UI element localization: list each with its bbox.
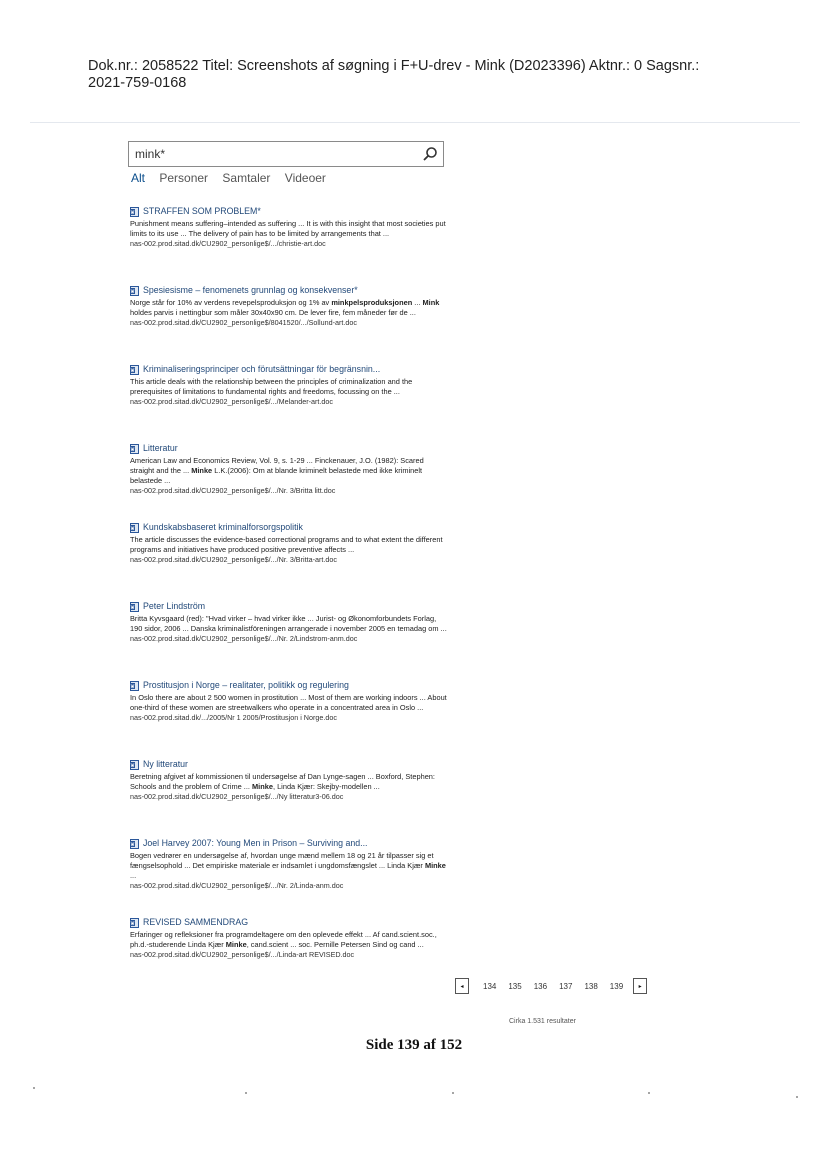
word-document-icon: [130, 602, 139, 612]
result-title-text: Kundskabsbaseret kriminalforsorgspolitik: [143, 522, 303, 532]
result-title-link[interactable]: [130, 601, 448, 612]
scan-speck: [648, 1092, 650, 1094]
page-link-135[interactable]: 135: [508, 981, 522, 991]
snippet-text: Punishment means suffering–intended as suffering ... It is with this insight that most societies put limits to its use ... The delivery of pain has to be limited by arrangements that ...: [130, 219, 446, 238]
result-title-text: STRAFFEN SOM PROBLEM*: [143, 206, 261, 216]
result-snippet: [130, 456, 448, 486]
word-document-icon: [130, 523, 139, 533]
snippet-text: L.K.(2006): Om at blande kriminelt belastede med ikke kriminelt belastede ...: [130, 466, 423, 485]
result-title-link[interactable]: [130, 443, 448, 454]
snippet-text: Norge står for 10% av verdens revepelsproduksjon og 1% av: [130, 298, 332, 307]
result-title-text: REVISED SAMMENDRAG: [143, 917, 249, 927]
snippet-text: , cand.scient ... soc. Pernille Petersen Sind og cand ...: [246, 940, 424, 949]
snippet-text: American Law and Economics Review, Vol. 9, s. 1-29 ... Finckenauer, J.O. (1982): Scared straight and the ...: [130, 456, 424, 475]
result-snippet: [130, 851, 448, 881]
snippet-text: The article discusses the evidence-based correctional programs and to what extent the different programs and initiatives have produced positive preventive affects ...: [130, 535, 443, 554]
previous-page-button[interactable]: ◂: [455, 978, 469, 994]
result-title-link[interactable]: [130, 917, 448, 928]
snippet-highlight: Mink: [422, 298, 440, 307]
result-url: nas-002.prod.sitad.dk/CU2902_personlige$/.../Nr. 2/Linda-anm.doc: [130, 881, 344, 890]
snippet-text: ...: [412, 298, 423, 307]
result-title-link[interactable]: [130, 206, 448, 217]
result-title-link[interactable]: [130, 759, 448, 770]
result-url: nas-002.prod.sitad.dk/CU2902_personlige$/.../Nr. 2/Lindstrom-anm.doc: [130, 634, 358, 643]
result-snippet: [130, 298, 448, 318]
result-url: nas-002.prod.sitad.dk/CU2902_personlige$/.../Nr. 3/Britta-art.doc: [130, 555, 337, 564]
page-number-footer: Side 139 af 152: [365, 1037, 463, 1053]
word-document-icon: [130, 918, 139, 928]
snippet-text: This article deals with the relationship between the principles of criminalization and the prerequisites of limitations to fundamental rights and freedoms, focussing on the ...: [130, 377, 413, 396]
snippet-text: Britta Kyvsgaard (red): "Hvad virker – hvad virker ikke ... Jurist- og Økonomforbundets Forlag, 190 sidor, 2006 ... Danska kriminalistföreningen arrangerade i november 2005 en temadag om ...: [130, 614, 447, 633]
search-icon[interactable]: [422, 146, 438, 162]
search-result: [130, 601, 448, 680]
divider: [30, 122, 800, 123]
tab-alt[interactable]: Alt: [131, 171, 146, 185]
result-count: Cirka 1.531 resultater: [509, 1018, 576, 1025]
result-snippet: [130, 772, 448, 792]
snippet-text: , Linda Kjær: Skejby-modellen ...: [272, 782, 380, 791]
search-result: [130, 680, 448, 759]
result-title-link[interactable]: [130, 364, 448, 375]
result-snippet: [130, 377, 448, 397]
snippet-highlight: Minke: [191, 466, 213, 475]
result-title-link[interactable]: [130, 522, 448, 533]
snippet-highlight: minkpelsproduksjonen: [331, 298, 413, 307]
snippet-text: Beretning afgivet af kommissionen til undersøgelse af Dan Lynge-sagen ... Boxford, Stephen: Schools and the problem of Crime ...: [130, 772, 435, 791]
result-snippet: [130, 614, 448, 634]
word-document-icon: [130, 207, 139, 217]
result-url: nas-002.prod.sitad.dk/CU2902_personlige$/8041520/.../Sollund-art.doc: [130, 318, 357, 327]
pagination: [455, 977, 647, 995]
snippet-highlight: Minke: [225, 940, 247, 949]
page-link-134[interactable]: 134: [483, 981, 497, 991]
header-line-2: 2021-759-0168: [88, 75, 187, 91]
result-url: nas-002.prod.sitad.dk/CU2902_personlige$/.../Linda-art REVISED.doc: [130, 950, 355, 959]
header-line-1: Dok.nr.: 2058522 Titel: Screenshots af søgning i F+U-drev - Mink (D2023396) Aktnr.: 0 Sagsnr.:: [88, 58, 700, 74]
result-title-text: Litteratur: [143, 443, 178, 453]
result-title-link[interactable]: [130, 680, 448, 691]
result-title-link[interactable]: [130, 838, 448, 849]
result-url: nas-002.prod.sitad.dk/CU2902_personlige$/.../christie-art.doc: [130, 239, 326, 248]
search-result: [130, 443, 448, 522]
next-page-button[interactable]: ▸: [633, 978, 647, 994]
scan-speck: [245, 1092, 247, 1094]
snippet-text: ...: [130, 871, 137, 880]
search-result: [130, 917, 448, 996]
snippet-text: holdes parvis i nettingbur som måler 30x40x90 cm. De lever fire, fem måneder før de ...: [130, 308, 416, 317]
search-result: [130, 759, 448, 838]
snippet-highlight: Minke: [424, 861, 446, 870]
result-snippet: [130, 219, 448, 239]
search-input[interactable]: mink*: [135, 147, 166, 161]
search-result: [130, 364, 448, 443]
search-results: [130, 206, 448, 996]
result-snippet: [130, 930, 448, 950]
result-title-text: Kriminaliseringsprinciper och förutsättningar för begränsnin...: [143, 364, 381, 374]
search-tabs: [131, 171, 337, 185]
scan-speck: [796, 1096, 798, 1098]
search-result: [130, 838, 448, 917]
word-document-icon: [130, 286, 139, 296]
page-link-136[interactable]: 136: [533, 981, 548, 991]
word-document-icon: [130, 839, 139, 849]
result-snippet: [130, 535, 448, 555]
tab-personer[interactable]: Personer: [159, 171, 209, 185]
snippet-text: Bogen vedrører en undersøgelse af, hvordan unge mænd mellem 18 og 21 år tilpasser sig et fængselsophold ... Det empiriske materiale er indsamlet i ungdomsfængslet ... Linda Kjær: [130, 851, 434, 870]
result-title-text: Spesiesisme – fenomenets grunnlag og konsekvenser*: [143, 285, 358, 295]
snippet-text: Erfaringer og refleksioner fra programdeltagere om den oplevede effekt ... Af cand.scient.soc., ph.d.-studerende Linda Kjær: [130, 930, 437, 949]
tab-videoer[interactable]: Videoer: [284, 171, 326, 185]
search-result: [130, 522, 448, 601]
result-url: nas-002.prod.sitad.dk/CU2902_personlige$/.../Ny litteratur3-06.doc: [130, 792, 344, 801]
word-document-icon: [130, 444, 139, 454]
page-link-139[interactable]: 139: [609, 981, 624, 991]
page-link-138[interactable]: 138: [584, 981, 598, 991]
result-snippet: [130, 693, 448, 713]
result-title-text: Peter Lindström: [143, 601, 206, 611]
result-url: nas-002.prod.sitad.dk/CU2902_personlige$/.../Nr. 3/Britta litt.doc: [130, 486, 336, 495]
result-url: nas-002.prod.sitad.dk/.../2005/Nr 1 2005/Prostitusjon i Norge.doc: [130, 713, 337, 722]
document-header: [88, 58, 778, 92]
result-title-text: Prostitusjon i Norge – realitater, politikk og regulering: [143, 680, 349, 690]
result-url: nas-002.prod.sitad.dk/CU2902_personlige$/.../Melander-art.doc: [130, 397, 333, 406]
result-title-text: Joel Harvey 2007: Young Men in Prison – Surviving and...: [143, 838, 368, 848]
page-link-137[interactable]: 137: [559, 981, 573, 991]
search-box[interactable]: [128, 141, 444, 167]
search-result: [130, 285, 448, 364]
scan-speck: [33, 1087, 35, 1089]
word-document-icon: [130, 760, 139, 770]
result-title-link[interactable]: [130, 285, 448, 296]
result-title-text: Ny litteratur: [143, 759, 188, 769]
word-document-icon: [130, 681, 139, 691]
tab-samtaler[interactable]: Samtaler: [222, 171, 271, 185]
word-document-icon: [130, 365, 139, 375]
snippet-text: In Oslo there are about 2 500 women in prostitution ... Most of them are working indoors ... About one-third of these women are streetwalkers who operate in a concentrated area in Oslo ...: [130, 693, 447, 712]
snippet-highlight: Minke: [252, 782, 273, 791]
scan-speck: [452, 1092, 454, 1094]
search-result: [130, 206, 448, 285]
